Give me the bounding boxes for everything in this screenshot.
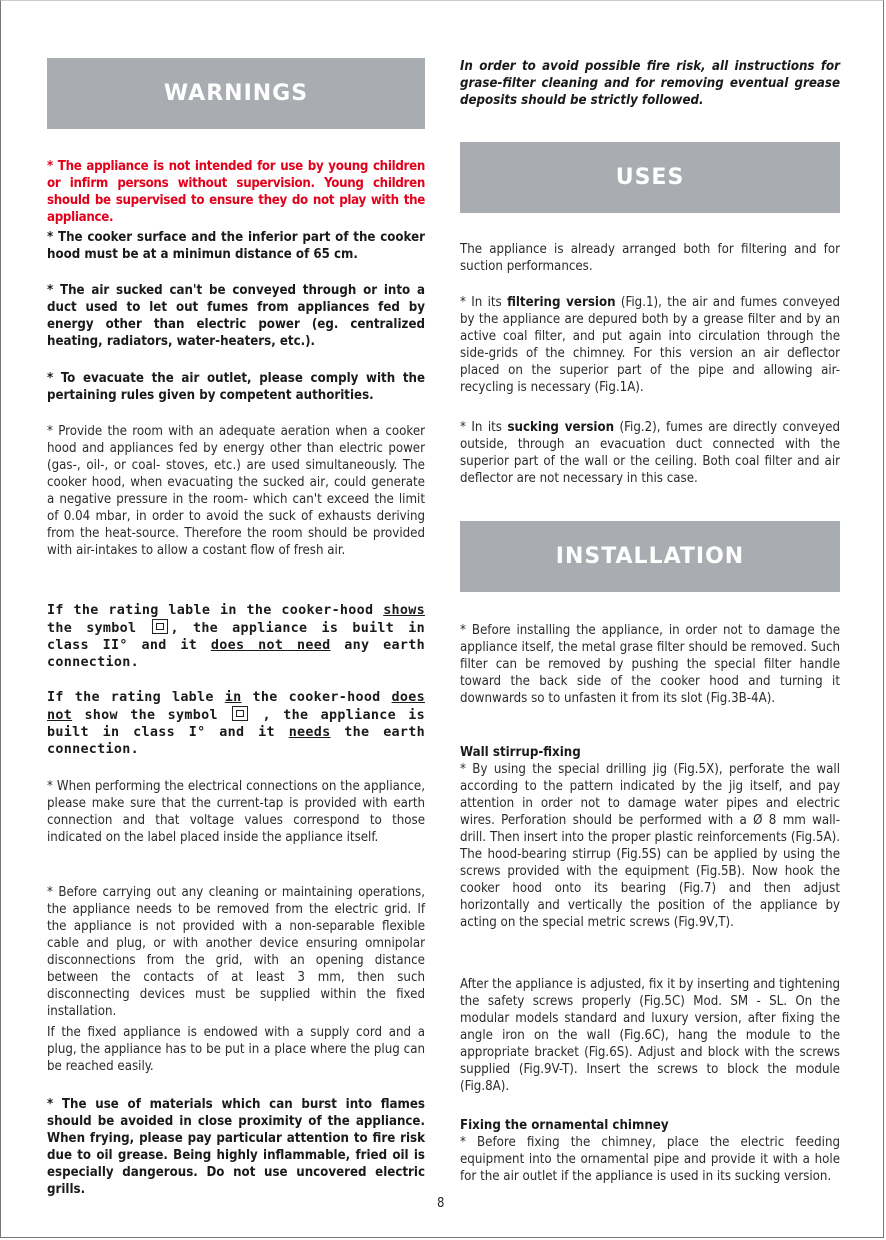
rating2-text-b: the cooker-hood <box>241 690 392 705</box>
chimney-text: * Before fixing the chimney, place the electric feeding equipment into the ornamental pipe and provide it with a hole for the air outlet if the appliance is used in its sucking version. <box>460 1135 840 1184</box>
installation-after-adjust: After the appliance is adjusted, fix it by inserting and tightening the safety screws properly (Fig.5C) Mod. SM - SL. On the modular models standard and luxury version, after fixing the angle iron on the wall (Fig.6C), hang the module to the appropriate bracket (Fig.6S). Adjust and block with the screws supplied (Fig.9V-T). Insert the screws to block the module (Fig.8A). <box>460 977 840 1094</box>
uses-title: USES <box>615 165 685 190</box>
double-insulation-symbol-icon <box>152 619 168 634</box>
double-insulation-symbol-icon <box>232 706 248 721</box>
filtering-text-c: (Fig.1), the air and fumes conveyed by the appliance are depured both by a grease filter and by an active coal filter, and put again into circulation through the side-grids of the chimney. For this version an air deflector placed on the superior part of the pipe and allowing air-recycling is necessary (Fig.1A). <box>460 295 840 395</box>
filtering-version-label: filtering version <box>507 295 616 310</box>
sucking-text-a: * In its <box>460 420 508 435</box>
warning-fixed-appliance: If the fixed appliance is endowed with a supply cord and a plug, the appliance has to be put in a place where the plug can be reached easily. <box>47 1025 425 1074</box>
rating2-text-a: If the rating lable <box>47 690 225 705</box>
rating2-text-c: show the symbol <box>72 708 231 723</box>
wall-stirrup-text: * By using the special drilling jig (Fig.5X), perforate the wall according to the pattern indicated by the jig itself, and pay attention in order not to damage water pipes and electric wires. Perforation should be performed with a Ø 8 mm wall-drill. Then insert into the proper plastic reinforcements (Fig.5A). The hood-bearing stirrup (Fig.5S) can be applied by using the screws provided with the equipment (Fig.5B). Now hook the cooker hood onto its bearing (Fig.7) and then adjust horizontally and vertically the position of the appliance by acting on the special metric screws (Fig.9V,T). <box>460 762 840 930</box>
installation-banner <box>460 521 840 592</box>
rating1-text-b: the symbol <box>47 621 151 636</box>
warning-distance: * The cooker surface and the inferior part of the cooker hood must be at a minimun distance of 65 cm. <box>47 230 425 262</box>
rating2-text-d: , the appliance is built in class I° and it <box>47 708 425 740</box>
rating1-text-a: If the rating lable in the cooker-hood <box>47 603 384 618</box>
fire-risk-note: In order to avoid possible fire risk, all instructions for grase-filter cleaning and for removing eventual grease deposits should be strictly followed. <box>460 59 840 108</box>
warnings-title: WARNINGS <box>163 81 309 106</box>
rating2-does-not: does not <box>47 690 425 723</box>
rating-class-i <box>47 689 425 758</box>
sucking-version-label: sucking version <box>507 420 615 435</box>
sucking-text-c: (Fig.2), fumes are directly conveyed outside, through an evacuation duct connected with the superior part of the wall or the ceiling. Both coal filter and air deflector are not necessary in this case. <box>460 420 840 486</box>
warning-flames: * The use of materials which can burst into flames should be avoided in close proximity of the appliance. When frying, please pay particular attention to fire risk due to oil grease. Being highly inflammable, fried oil is especially dangerous. Do not use uncovered electric grills. <box>47 1097 425 1197</box>
installation-title: INSTALLATION <box>555 544 745 569</box>
rating1-shows: shows <box>383 603 425 618</box>
uses-banner <box>460 142 840 213</box>
rating2-in: in <box>224 690 242 705</box>
uses-filtering-version <box>460 294 840 396</box>
rating2-text-e: the earth connection. <box>47 725 425 757</box>
warning-air-outlet: * To evacuate the air outlet, please comply with the pertaining rules given by competent authorities. <box>47 371 425 403</box>
warnings-banner <box>47 58 425 129</box>
rating1-text-d: any earth connection. <box>47 638 425 670</box>
filtering-text-a: * In its <box>460 295 508 310</box>
warning-aeration: * Provide the room with an adequate aeration when a cooker hood and appliances fed by energy other than electric power (gas-, oil-, or coal- stoves, etc.) are used simultaneously. The cooker hood, when evacuating the sucked air, could generate a negative pressure in the room- which can't exceed the limit of 0.04 mbar, in order to avoid the suck of exhausts deriving from the heat-source. Therefore the room should be provided with air-intakes to allow a costant flow of fresh air. <box>47 424 425 558</box>
rating1-does-not-need: does not need <box>210 638 331 653</box>
rating1-text-c: , the appliance is built in class II° and it <box>47 621 425 653</box>
chimney-heading: Fixing the ornamental chimney <box>460 1118 669 1133</box>
warning-duct: * The air sucked can't be conveyed through or into a duct used to let out fumes from appliances fed by energy other than electric power (eg. centralized heating, radiators, water-heaters, etc.). <box>47 283 425 349</box>
warning-cleaning: * Before carrying out any cleaning or maintaining operations, the appliance needs to be removed from the electric grid. If the appliance is not provided with a non-separable flexible cable and plug, or with another device ensuring omnipolar disconnections from the grid, with an opening distance between the contacts of at least 3 mm, then such disconnecting devices must be supplied within the fixed installation. <box>47 885 425 1019</box>
rating2-needs: needs <box>288 725 331 740</box>
warning-electrical-connections: * When performing the electrical connections on the appliance, please make sure that the current-tap is provided with earth connection and that voltage values correspond to those indicated on the label placed inside the appliance itself. <box>47 779 425 845</box>
warning-children: * The appliance is not intended for use by young children or infirm persons without supervision. Young children should be supervised to ensure they do not play with the appliance. <box>47 159 425 225</box>
uses-arranged: The appliance is already arranged both for filtering and for suction performances. <box>460 242 840 274</box>
installation-before: * Before installing the appliance, in order not to damage the appliance itself, the metal grase filter should be removed. Such filter can be removed by pushing the special filter handle toward the back side of the cooker hood and turning it downwards so to unfasten it from its slot (Fig.3B-4A). <box>460 623 840 706</box>
uses-sucking-version <box>460 419 840 487</box>
wall-stirrup-heading: Wall stirrup-fixing <box>460 745 581 760</box>
rating-class-ii <box>47 602 425 671</box>
page-number: 8 <box>437 1196 445 1211</box>
